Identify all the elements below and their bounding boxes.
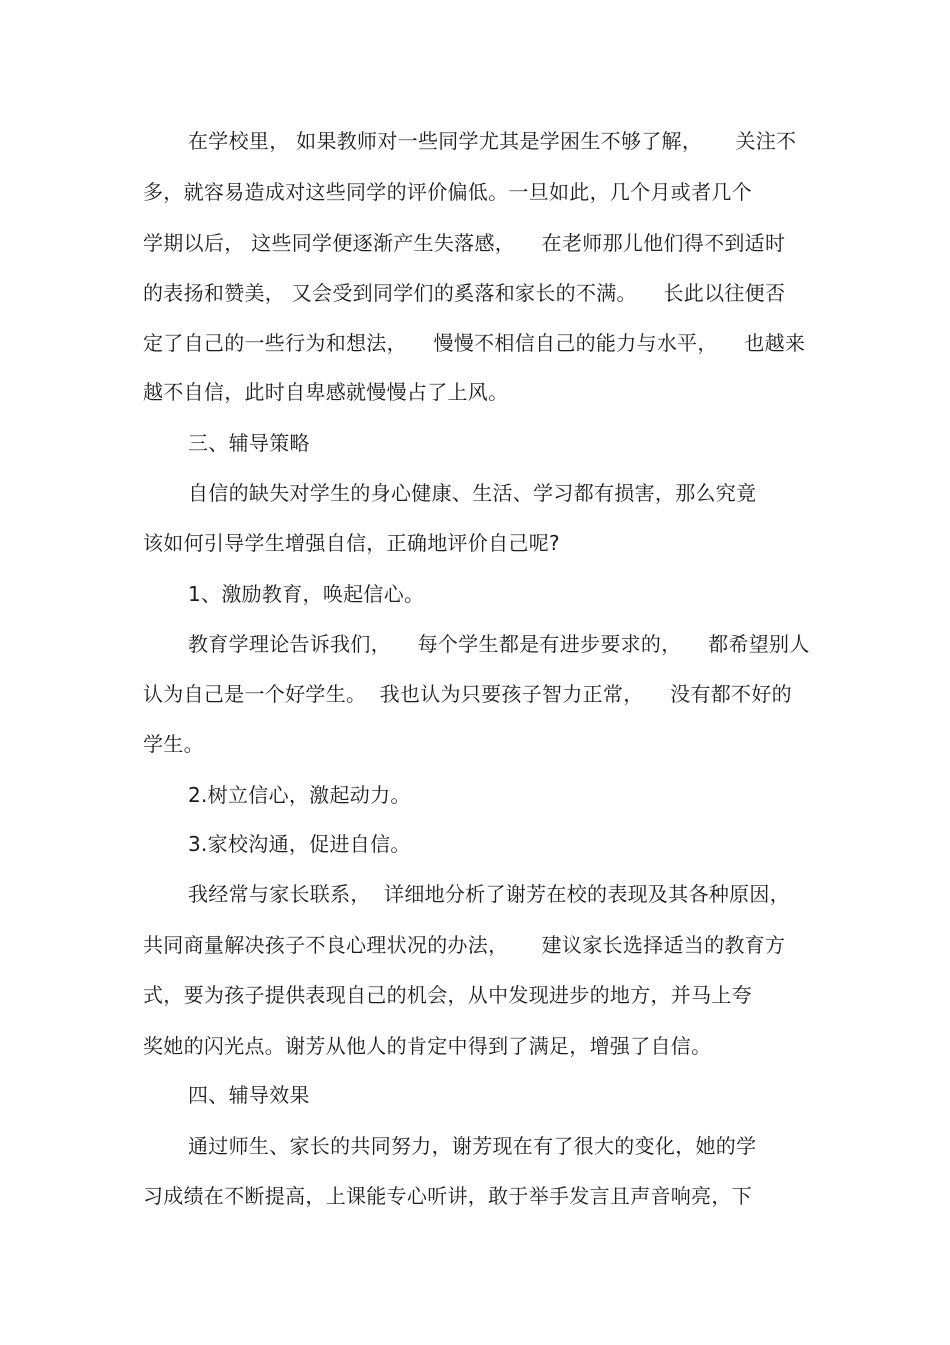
paragraph-line: 学期以后， 这些同学便逐渐产生失落感， 在老师那儿他们得不到适时 [143,231,786,255]
paragraph-line: 自信的缺失对学生的身心健康、生活、学习都有损害，那么究竟 [188,481,757,505]
paragraph-line: 教育学理论告诉我们， 每个学生都是有进步要求的， 都希望别人 [188,632,810,656]
paragraph-line: 我经常与家长联系， 详细地分析了谢芳在校的表现及其各种原因， [188,882,791,906]
paragraph-line: 多，就容易造成对这些同学的评价偏低。一旦如此，几个月或者几个 [143,180,752,204]
paragraph-line: 通过师生、家长的共同努力，谢芳现在有了很大的变化，她的学 [188,1134,757,1158]
paragraph-line: 定了自己的一些行为和想法， 慢慢不相信自己的能力与水平， 也越来 [143,331,806,355]
paragraph-line: 越不自信，此时自卑感就慢慢占了上风。 [143,380,509,404]
subsection-heading: 3.家校沟通，促进自信。 [188,832,411,856]
paragraph-line: 在学校里， 如果教师对一些同学尤其是学困生不够了解， 关注不 [188,129,797,153]
paragraph-line: 的表扬和赞美， 又会受到同学们的奚落和家长的不满。 长此以往便否 [143,281,786,305]
section-heading: 四、辅导效果 [188,1083,310,1107]
subsection-heading: 1、激励教育，唤起信心。 [188,582,425,606]
paragraph-line: 该如何引导学生增强自信，正确地评价自己呢? [143,531,560,555]
paragraph-line: 认为自己是一个好学生。 我也认为只要孩子智力正常， 没有都不好的 [143,682,792,706]
subsection-heading: 2.树立信心，激起动力。 [188,783,411,807]
paragraph-line: 习成绩在不断提高，上课能专心听讲，敢于举手发言且声音响亮，下 [143,1184,752,1208]
paragraph-line: 奖她的闪光点。谢芳从他人的肯定中得到了满足，增强了自信。 [143,1034,712,1058]
paragraph-line: 学生。 [143,732,204,756]
section-heading: 三、辅导策略 [188,431,310,455]
paragraph-line: 式，要为孩子提供表现自己的机会，从中发现进步的地方，并马上夸 [143,983,752,1007]
paragraph-line: 共同商量解决孩子不良心理状况的办法， 建议家长选择适当的教育方 [143,933,786,957]
